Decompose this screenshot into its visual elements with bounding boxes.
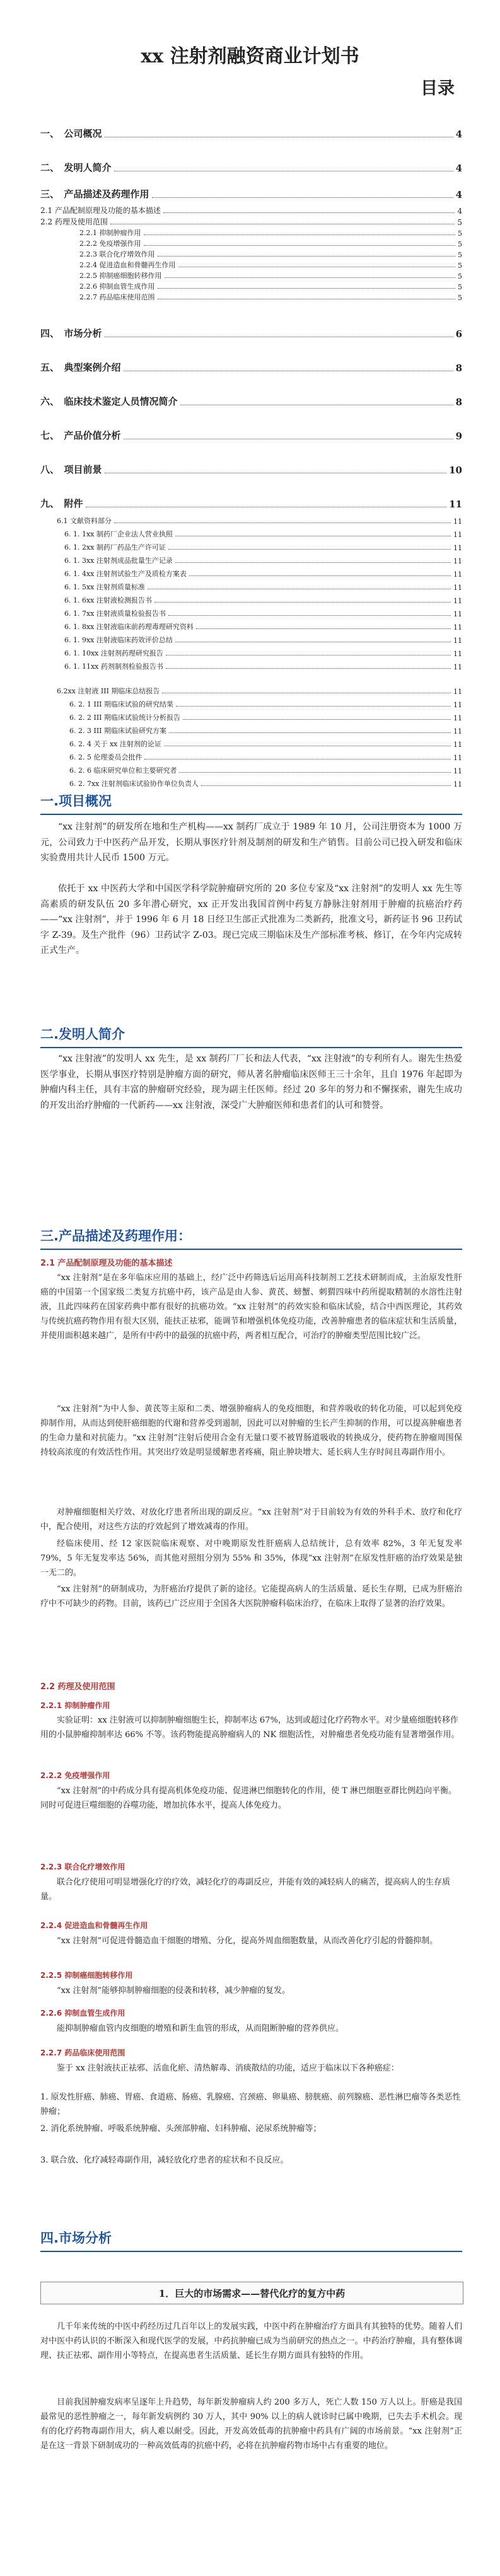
toc-entry[interactable]: 2.2.3 联合化疗增效作用 5 <box>79 250 462 259</box>
toc-entry[interactable]: 6. 2. 2 III 期临床试验统计分析报告 11 <box>69 713 462 722</box>
paragraph: 依托于 xx 中医药大学和中国医学科学院肿瘤研究所的 20 多位专家及“xx 注射剂”的发明人 xx 先生等高素质的研发队伍 20 多年潜心研究，xx 正开发出我国首例中药复方静脉注射剂用于肿瘤的抗癌治疗药——“xx 注射剂”，并于 1996 年 6 月 18 日经卫生部正式批准为二类新药，批准文号，新药证书 96 卫药试字 Z-39。及生产批件（96）卫药试字 Z-03。现已完成三期临床及生产部标准考核、修订，在今年内完成转正式生产。 <box>40 884 462 956</box>
toc-entry[interactable]: 2.2.2 免疫增强作用 5 <box>79 240 462 248</box>
subsubsection-heading: 2.2.4 促进造血和骨髓再生作用 <box>40 1921 148 1930</box>
section-heading-overview: 一.项目概况 <box>40 791 462 815</box>
paragraph: “xx 注射剂”能够抑制肿瘤细胞的侵袭和转移，减少肿瘤的复发。 <box>57 1986 291 1996</box>
toc-entry[interactable]: 6.1 文献资料部分 11 <box>57 517 462 526</box>
toc-entry[interactable]: 三、 产品描述及药理作用 4 <box>40 188 462 200</box>
toc-entry[interactable]: 2.1 产品配制原理及功能的基本描述 4 <box>40 206 462 216</box>
paragraph: 鉴于 xx 注射液扶正祛邪、活血化瘀、清热解毒、消痰散结的功能，适应于临床以下各种癌症： <box>57 2064 399 2073</box>
subsubsection-heading: 2.2.6 抑制血管生成作用 <box>40 2009 125 2018</box>
toc-entry[interactable]: 6.2xx 注射液 III 期临床总结报告 11 <box>57 687 462 696</box>
paragraph: “xx 注射剂”为中人参、黄芪等主原和二类、增强肿瘤病人的免疫细胞，和营养吸收的转化功能，可以起到免疫抑制作用，从而达到使肝癌细胞的代谢和营养受到遏制，因此可以对肿瘤的生长产生抑制的作用，可以提高肿瘤患者的生命力量和对抗能力。“xx 注射剂”注射后使用合金有无量口要不被胃肠道吸收的转换成分，使药物在肿瘤周围保持较高浓度的有效活性作用。其突出疗效是明显缓解患者疼痛，阻止肿块增大、延长病人生存时间且毒副作用小。 <box>40 1404 462 1457</box>
toc-entry[interactable]: 6. 1. 4xx 注射剂试验生产及质检方案表 11 <box>64 570 462 579</box>
toc-entry[interactable]: 6. 1. 9xx 注射液临床药效评价总结 11 <box>64 636 462 645</box>
paragraph: “xx 注射剂”可促进骨髓造血干细胞的增殖、分化，提高外周血细胞数量，从而改善化疗引起的骨髓抑制。 <box>57 1936 438 1946</box>
toc-entry[interactable]: 6. 1. 10xx 注射剂药理研究报告 11 <box>64 649 462 658</box>
toc-entry[interactable]: 2.2.5 抑制癌细胞转移作用 5 <box>79 272 462 280</box>
toc-entry[interactable]: 6. 2. 5 伦理委员会批件 11 <box>69 753 462 762</box>
section-heading-market: 四.市场分析 <box>40 2228 462 2252</box>
toc-entry[interactable]: 四、 市场分析 6 <box>40 328 462 340</box>
toc-entry[interactable]: 6. 1. 8xx 注射液临床前药理毒理研究资料 11 <box>64 623 462 632</box>
subsubsection-heading: 2.2.7 药品临床使用范围 <box>40 2048 125 2057</box>
toc-entry[interactable]: 6. 1. 1xx 制药厂企业法人营业执照 11 <box>64 530 462 539</box>
toc-entry[interactable]: 6. 2. 6 临床研究单位和主要研究者 11 <box>69 766 462 775</box>
paragraph: 对肿瘤细胞相关疗效、对放化疗患者所出现的副反应。“xx 注射剂”对于目前较为有效的外科手术、放疗和化疗中，配合使用，对这些方法的疗效起到了增效减毒的作用。 <box>40 1508 462 1532</box>
toc-entry[interactable]: 一、 公司概况 4 <box>40 128 462 140</box>
toc-entry[interactable]: 6. 1. 5xx 注射剂质量标准 11 <box>64 583 462 592</box>
toc-entry[interactable]: 七、 产品价值分析 9 <box>40 430 462 442</box>
paragraph: 能抑制肿瘤血管内皮细胞的增殖和新生血管的形成，从而阻断肿瘤的营养供应。 <box>57 2024 344 2033</box>
paragraph: 几千年来传统的中医中药经历过几百年以上的发展实践，中医中药在肿瘤治疗方面具有其独特的优势。随着人们对中医中药认识的不断深入和现代医学的发展，中药抗肿瘤已成为当前研究的热点之一。中药治疗肿瘤，具有整体调理、扶正祛邪、副作用小等特点，在提高患者生活质量、延长生存期方面具有独特的作用。 <box>40 2322 462 2360</box>
subsubsection-heading: 2.2.3 联合化疗增效作用 <box>40 1863 125 1871</box>
toc-entry[interactable]: 6. 1. 6xx 注射液检测报告书 11 <box>64 596 462 605</box>
table-of-contents <box>40 106 462 788</box>
subsubsection-heading: 2.2.2 免疫增强作用 <box>40 1771 110 1780</box>
list-item: 3. 联合放、化疗减轻毒副作用，减轻放化疗患者的症状和不良反应。 <box>40 2156 289 2165</box>
toc-entry[interactable]: 6. 2. 3 III 期临床试验研究方案 11 <box>69 727 462 736</box>
paragraph: 经临床使用、经 12 家医院临床观察、对中晚期原发性肝癌病人总结统计，总有效率 82%，3 年无复发率 79%，5 年无复发率达 56%，而其他对照组分别为 55% 和 35%，体现“xx 注射剂”在原发性肝癌的治疗效果是独一无二的。 <box>40 1539 462 1578</box>
toc-entry[interactable]: 2.2.7 药品临床使用范围 5 <box>79 293 462 302</box>
list-item: 2. 消化系统肿瘤、呼吸系统肿瘤、头颈部肿瘤、妇科肿瘤、泌尿系统肿瘤等； <box>40 2124 322 2134</box>
toc-entry[interactable]: 6. 2. 4 关于 xx 注射剂的论证 11 <box>69 740 462 749</box>
paragraph: “xx 注射剂”的研发所在地和生产机构——xx 制药厂成立于 1989 年 10 月，公司注册资本为 1000 万元，公司致力于中医药产品开发，长期从事医疗针剂及制剂的研发和生产销售。目前公司已投入研发和临床实验费用共计人民币 1500 万元。 <box>40 822 462 863</box>
toc-entry[interactable]: 6. 1. 3xx 注射剂成品批量生产记录 11 <box>64 557 462 565</box>
subsubsection-heading: 2.2.5 抑制癌细胞转移作用 <box>40 1971 133 1980</box>
section-heading-product: 三.产品描述及药理作用： <box>40 1226 462 1250</box>
document-title: xx 注射剂融资商业计划书 <box>141 45 359 67</box>
toc-entry[interactable]: 6. 1. 11xx 药剂制剂检验报告书 11 <box>64 662 462 671</box>
paragraph: 目前我国肿瘤发病率呈逐年上升趋势，每年新发肿瘤病人约 200 多万人，死亡人数 150 万人以上。肝癌是我国最常见的恶性肿瘤之一，每年新发病例约 30 万人，其中 90% 以上的病人就诊时已属中晚期，已失去手术机会。现有的化疗药物毒副作用大，病人难以耐受。因此，开发高效低毒的抗肿瘤中药具有广阔的市场前景。“xx 注射剂”正是在这一背景下研制成功的一种高效低毒的抗癌中药，必将在抗肿瘤药物市场中占有重要的地位。 <box>40 2398 462 2451</box>
paragraph: 联合化疗使用可明显增强化疗的疗效，减轻化疗的毒副反应，并能有效的减轻病人的痛苦，提高病人的生存质量。 <box>40 1878 451 1902</box>
toc-entry[interactable]: 2.2 药理及使用范围 5 <box>40 217 462 227</box>
section-heading-inventor: 二.发明人简介 <box>40 1024 462 1048</box>
paragraph: 实验证明：xx 注射液可以抑制肿瘤细胞生长，抑制率达 67%，达到或超过化疗药物水平。对少量癌细胞转移作用的小鼠肿瘤抑制率达 66% 不等。该药物能提高肿瘤病人的 NK 细胞活性，对肿瘤患者免疫功能有显著增强作用。 <box>40 1716 460 1740</box>
market-banner: 1．巨大的市场需求——替代化疗的复方中药 <box>40 2282 463 2304</box>
toc-entry[interactable]: 6. 1. 2xx 制药厂药品生产许可证 11 <box>64 543 462 552</box>
subsection-heading: 2.1 产品配制原理及功能的基本描述 <box>40 1259 173 1268</box>
toc-entry[interactable]: 6. 1. 7xx 注射液质量检验报告书 11 <box>64 609 462 618</box>
toc-entry[interactable]: 2.2.6 抑制血管生成作用 5 <box>79 282 462 291</box>
toc-entry[interactable]: 五、 典型案例介绍 8 <box>40 362 462 374</box>
toc-entry[interactable]: 六、 临床技术鉴定人员情况简介 8 <box>40 396 462 408</box>
paragraph: “xx 注射剂”的研制成功，为肝癌治疗提供了新的途径。它能提高病人的生活质量、延长生存期，已成为肝癌治疗中不可缺少的药物。目前，该药已广泛应用于全国各大医院肿瘤科临床治疗，在临床上取得了显著的治疗效果。 <box>40 1585 462 1609</box>
paragraph: “xx 注射剂”的中药成分具有提高机体免疫功能、促进淋巴细胞转化的作用，使 T 淋巴细胞亚群比例趋向平衡。同时可促进巨噬细胞的吞噬功能，增加抗体水平，提高人体免疫力。 <box>40 1786 457 1810</box>
toc-entry[interactable]: 2.2.4 促进造血和骨髓再生作用 5 <box>79 261 462 270</box>
toc-heading: 目录 <box>421 79 455 98</box>
paragraph: “xx 注射剂”是在多年临床应用的基础上，经广泛中药筛选后运用高科技制剂工艺技术研制而成，主治原发性肝癌的中国第一个国家级二类复方抗癌中药，该产品是由人参、黄芪、螃蟹、刺猬四味中药所提取精制的水溶性注射液，且此四味药在国家药典中都有很好的抗癌功效。“xx 注射剂”的药效实验和临床试验，结合中西医理论，其药效与传统抗癌药物作用有很大区别，能扶正祛邪，能调节和增强机体免疫功能，改善肿瘤患者的临床症状和生活质量，并使用面积越来越广，是所有中药中的最强的抗癌中药，两者相互配合，可治疗的肿瘤类型范围比较广泛。 <box>40 1273 462 1341</box>
paragraph: “xx 注射液”的发明人 xx 先生，是 xx 制药厂厂长和法人代表，“xx 注射液”的专利所有人。谢先生热爱医学事业，长期从事医疗特别是肿瘤方面的研究，师从著名肿瘤临床医师王三十余年，且自 1976 年起即为肿瘤内科主任，具有丰富的肿瘤研究经验，现为副主任医师。经过 20 多年的努力和不懈探索，谢先生成功的开发出治疗肿瘤的一代新药——xx 注射液，深受广大肿瘤医师和患者们的认可和赞誉。 <box>40 1054 462 1111</box>
toc-entry[interactable]: 八、 项目前景 10 <box>40 464 462 476</box>
subsubsection-heading: 2.2.1 抑制肿瘤作用 <box>40 1701 110 1710</box>
toc-entry[interactable]: 6. 2. 1 III 期临床试验的研究结果 11 <box>69 700 462 709</box>
toc-entry[interactable]: 九、 附件 11 <box>40 498 462 510</box>
subsection-heading: 2.2 药理及使用范围 <box>40 1682 115 1692</box>
list-item: 1. 原发性肝癌、肺癌、胃癌、食道癌、肠癌、乳腺癌、宫颈癌、卵巢癌、膀胱癌、前列腺癌、恶性淋巴瘤等各类恶性肿瘤； <box>40 2093 461 2117</box>
toc-entry[interactable]: 二、 发明人简介 4 <box>40 162 462 174</box>
toc-entry[interactable]: 2.2.1 抑制肿瘤作用 5 <box>79 229 462 238</box>
toc-entry[interactable]: 6. 2. 7xx 注射剂临床试验协作单位负责人 11 <box>69 780 462 788</box>
